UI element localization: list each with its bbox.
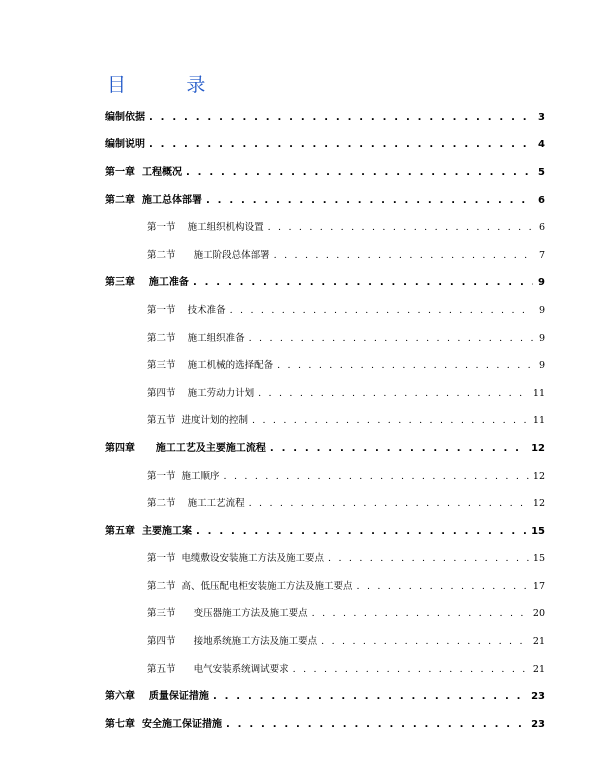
toc-entry-page: 9	[538, 277, 545, 289]
toc-entry[interactable]	[0, 352, 600, 380]
toc-dot-leader	[249, 497, 529, 511]
toc-entry-page: 5	[538, 166, 545, 178]
toc-entry-label: 第三章 施工准备	[105, 277, 189, 289]
toc-entry-label: 第二节 施工组织准备	[147, 332, 245, 344]
toc-dot-leader	[312, 607, 529, 621]
toc-entry-label: 第三节 变压器施工方法及施工要点	[147, 608, 308, 620]
toc-dot-leader	[206, 194, 533, 208]
toc-entry-page: 11	[532, 387, 545, 399]
toc-dot-leader	[274, 249, 533, 263]
toc-entry-page: 7	[538, 249, 545, 261]
toc-entry[interactable]	[0, 518, 600, 546]
toc-entry-label: 第四章 施工工艺及主要施工流程	[105, 442, 266, 454]
toc-entry[interactable]	[0, 546, 600, 574]
toc-entry-label: 第三节 施工机械的选择配备	[147, 360, 274, 372]
toc-entry-label: 第一节 施工组织机构设置	[147, 222, 264, 234]
toc-dot-leader	[196, 525, 527, 539]
toc-entry-label: 第五节 进度计划的控制	[147, 415, 249, 427]
toc-entry-page: 9	[538, 360, 545, 372]
toc-entry[interactable]	[0, 187, 600, 215]
toc-entry-label: 第五章 主要施工案	[105, 525, 192, 537]
toc-entry-page: 12	[532, 470, 545, 482]
toc-entry[interactable]	[0, 242, 600, 270]
toc-dot-leader	[249, 332, 533, 346]
toc-dot-leader	[149, 138, 533, 152]
toc-entry-page: 20	[532, 608, 545, 620]
toc-dot-leader	[193, 276, 533, 290]
toc-entry-label: 第一节 电缆敷设安装施工方法及施工要点	[147, 553, 325, 565]
toc-entry-label: 第一章 工程概况	[105, 166, 182, 178]
toc-entry-label: 第四节 施工劳动力计划	[147, 387, 255, 399]
toc-entry-page: 15	[532, 553, 545, 565]
toc-entry[interactable]	[0, 214, 600, 242]
toc-entry-label: 编制说明	[105, 139, 145, 151]
toc-entry-label: 第二节 施工阶段总体部署	[147, 249, 270, 261]
toc-entry-label: 编制依据	[105, 111, 145, 123]
toc-dot-leader	[328, 552, 529, 566]
toc-entry[interactable]	[0, 159, 600, 187]
toc-dot-leader	[293, 663, 529, 677]
toc-entry-page: 17	[532, 580, 545, 592]
toc-entry-label: 第二节 施工工艺流程	[147, 498, 245, 510]
toc-dot-leader	[230, 304, 533, 318]
toc-dot-leader	[321, 635, 529, 649]
toc-dot-leader	[277, 359, 533, 373]
toc-entry-label: 第六章 质量保证措施	[105, 691, 209, 703]
toc-entry-label: 第一节 技术准备	[147, 304, 226, 316]
toc-entry[interactable]	[0, 601, 600, 629]
toc-entry-page: 15	[531, 525, 545, 537]
toc-list	[0, 104, 600, 739]
toc-entry[interactable]	[0, 711, 600, 739]
toc-entry-page: 21	[532, 636, 545, 648]
toc-entry-label: 第四节 接地系统施工方法及施工要点	[147, 636, 318, 648]
toc-entry[interactable]	[0, 573, 600, 601]
toc-dot-leader	[224, 470, 529, 484]
toc-entry-page: 9	[538, 304, 545, 316]
toc-entry[interactable]	[0, 325, 600, 353]
toc-entry-page: 23	[531, 718, 545, 730]
toc-dot-leader	[268, 221, 533, 235]
toc-entry-label: 第五节 电气安装系统调试要求	[147, 663, 289, 675]
toc-entry-page: 9	[538, 332, 545, 344]
toc-entry-page: 12	[531, 442, 545, 454]
toc-entry-page: 6	[538, 194, 545, 206]
toc-entry-page: 6	[538, 222, 545, 234]
toc-dot-leader	[149, 111, 533, 125]
toc-dot-leader	[357, 580, 529, 594]
toc-entry[interactable]	[0, 683, 600, 711]
toc-entry-label: 第二章 施工总体部署	[105, 194, 202, 206]
toc-entry[interactable]	[0, 104, 600, 132]
toc-entry-page: 3	[538, 111, 545, 123]
toc-entry-page: 12	[532, 498, 545, 510]
toc-dot-leader	[270, 442, 527, 456]
toc-entry[interactable]	[0, 435, 600, 463]
toc-entry-label: 第一节 施工顺序	[147, 470, 220, 482]
toc-dot-leader	[226, 718, 527, 732]
toc-entry[interactable]	[0, 656, 600, 684]
toc-entry-page: 23	[531, 691, 545, 703]
toc-entry[interactable]	[0, 490, 600, 518]
toc-entry[interactable]	[0, 408, 600, 436]
toc-dot-leader	[258, 387, 529, 401]
toc-entry-label: 第七章 安全施工保证措施	[105, 718, 222, 730]
toc-title: 目 录	[107, 74, 206, 96]
toc-dot-leader	[186, 166, 533, 180]
toc-dot-leader	[252, 414, 529, 428]
toc-entry[interactable]	[0, 380, 600, 408]
toc-entry[interactable]	[0, 297, 600, 325]
toc-entry[interactable]	[0, 132, 600, 160]
toc-dot-leader	[213, 690, 527, 704]
toc-entry[interactable]	[0, 270, 600, 298]
toc-entry-label: 第二节 高、低压配电柜安装施工方法及施工要点	[147, 580, 353, 592]
toc-entry-page: 4	[538, 139, 545, 151]
toc-entry[interactable]	[0, 463, 600, 491]
toc-entry-page: 11	[532, 415, 545, 427]
toc-entry-page: 21	[532, 663, 545, 675]
toc-entry[interactable]	[0, 628, 600, 656]
